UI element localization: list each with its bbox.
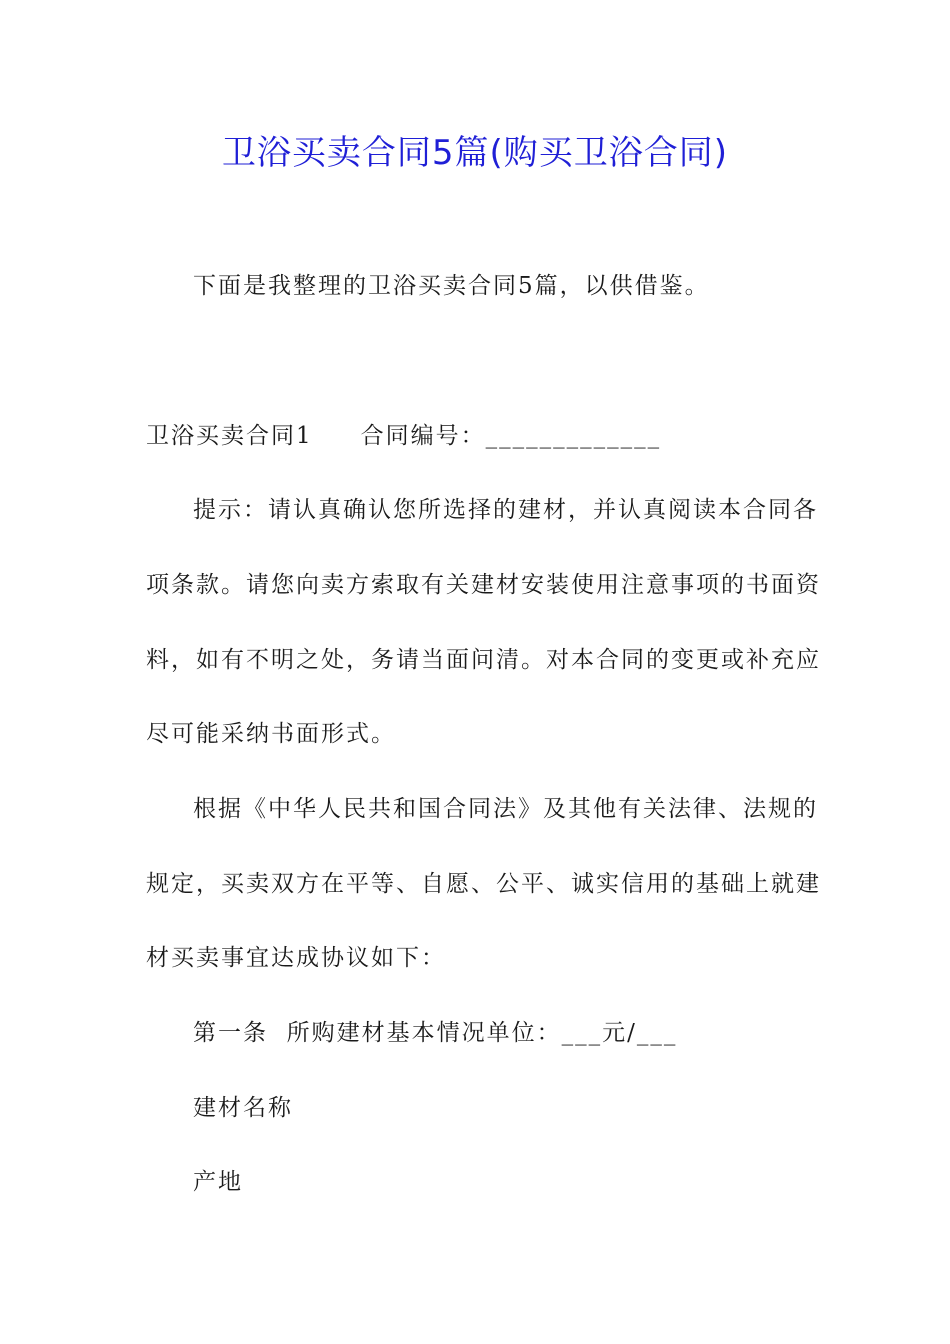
contract-heading-row: [146, 420, 661, 452]
basis-line-2: 规定，买卖双方在平等、自愿、公平、诚实信用的基础上就建: [146, 871, 821, 897]
basis-line-1: 根据《中华人民共和国合同法》及其他有关法律、法规的: [193, 796, 818, 822]
intro-text: 下面是我整理的卫浴买卖合同5篇，以供借鉴。: [193, 273, 710, 299]
item-origin-label: 产地: [193, 1169, 243, 1195]
document-title: 卫浴买卖合同5篇(购买卫浴合同): [221, 133, 729, 173]
contract-heading: 卫浴买卖合同1: [146, 423, 313, 449]
notice-line-1: 提示：请认真确认您所选择的建材，并认真阅读本合同各: [193, 497, 818, 523]
article-1: 第一条 所购建材基本情况单位：___元/___: [193, 1020, 678, 1046]
notice-line-4: 尽可能采纳书面形式。: [146, 721, 396, 747]
contract-number-label: 合同编号：_____________: [360, 423, 662, 449]
basis-line-3: 材买卖事宜达成协议如下：: [146, 945, 446, 971]
notice-line-2: 项条款。请您向卖方索取有关建材安装使用注意事项的书面资: [146, 572, 821, 598]
item-name-label: 建材名称: [193, 1095, 293, 1121]
notice-line-3: 料，如有不明之处，务请当面问清。对本合同的变更或补充应: [146, 647, 821, 673]
